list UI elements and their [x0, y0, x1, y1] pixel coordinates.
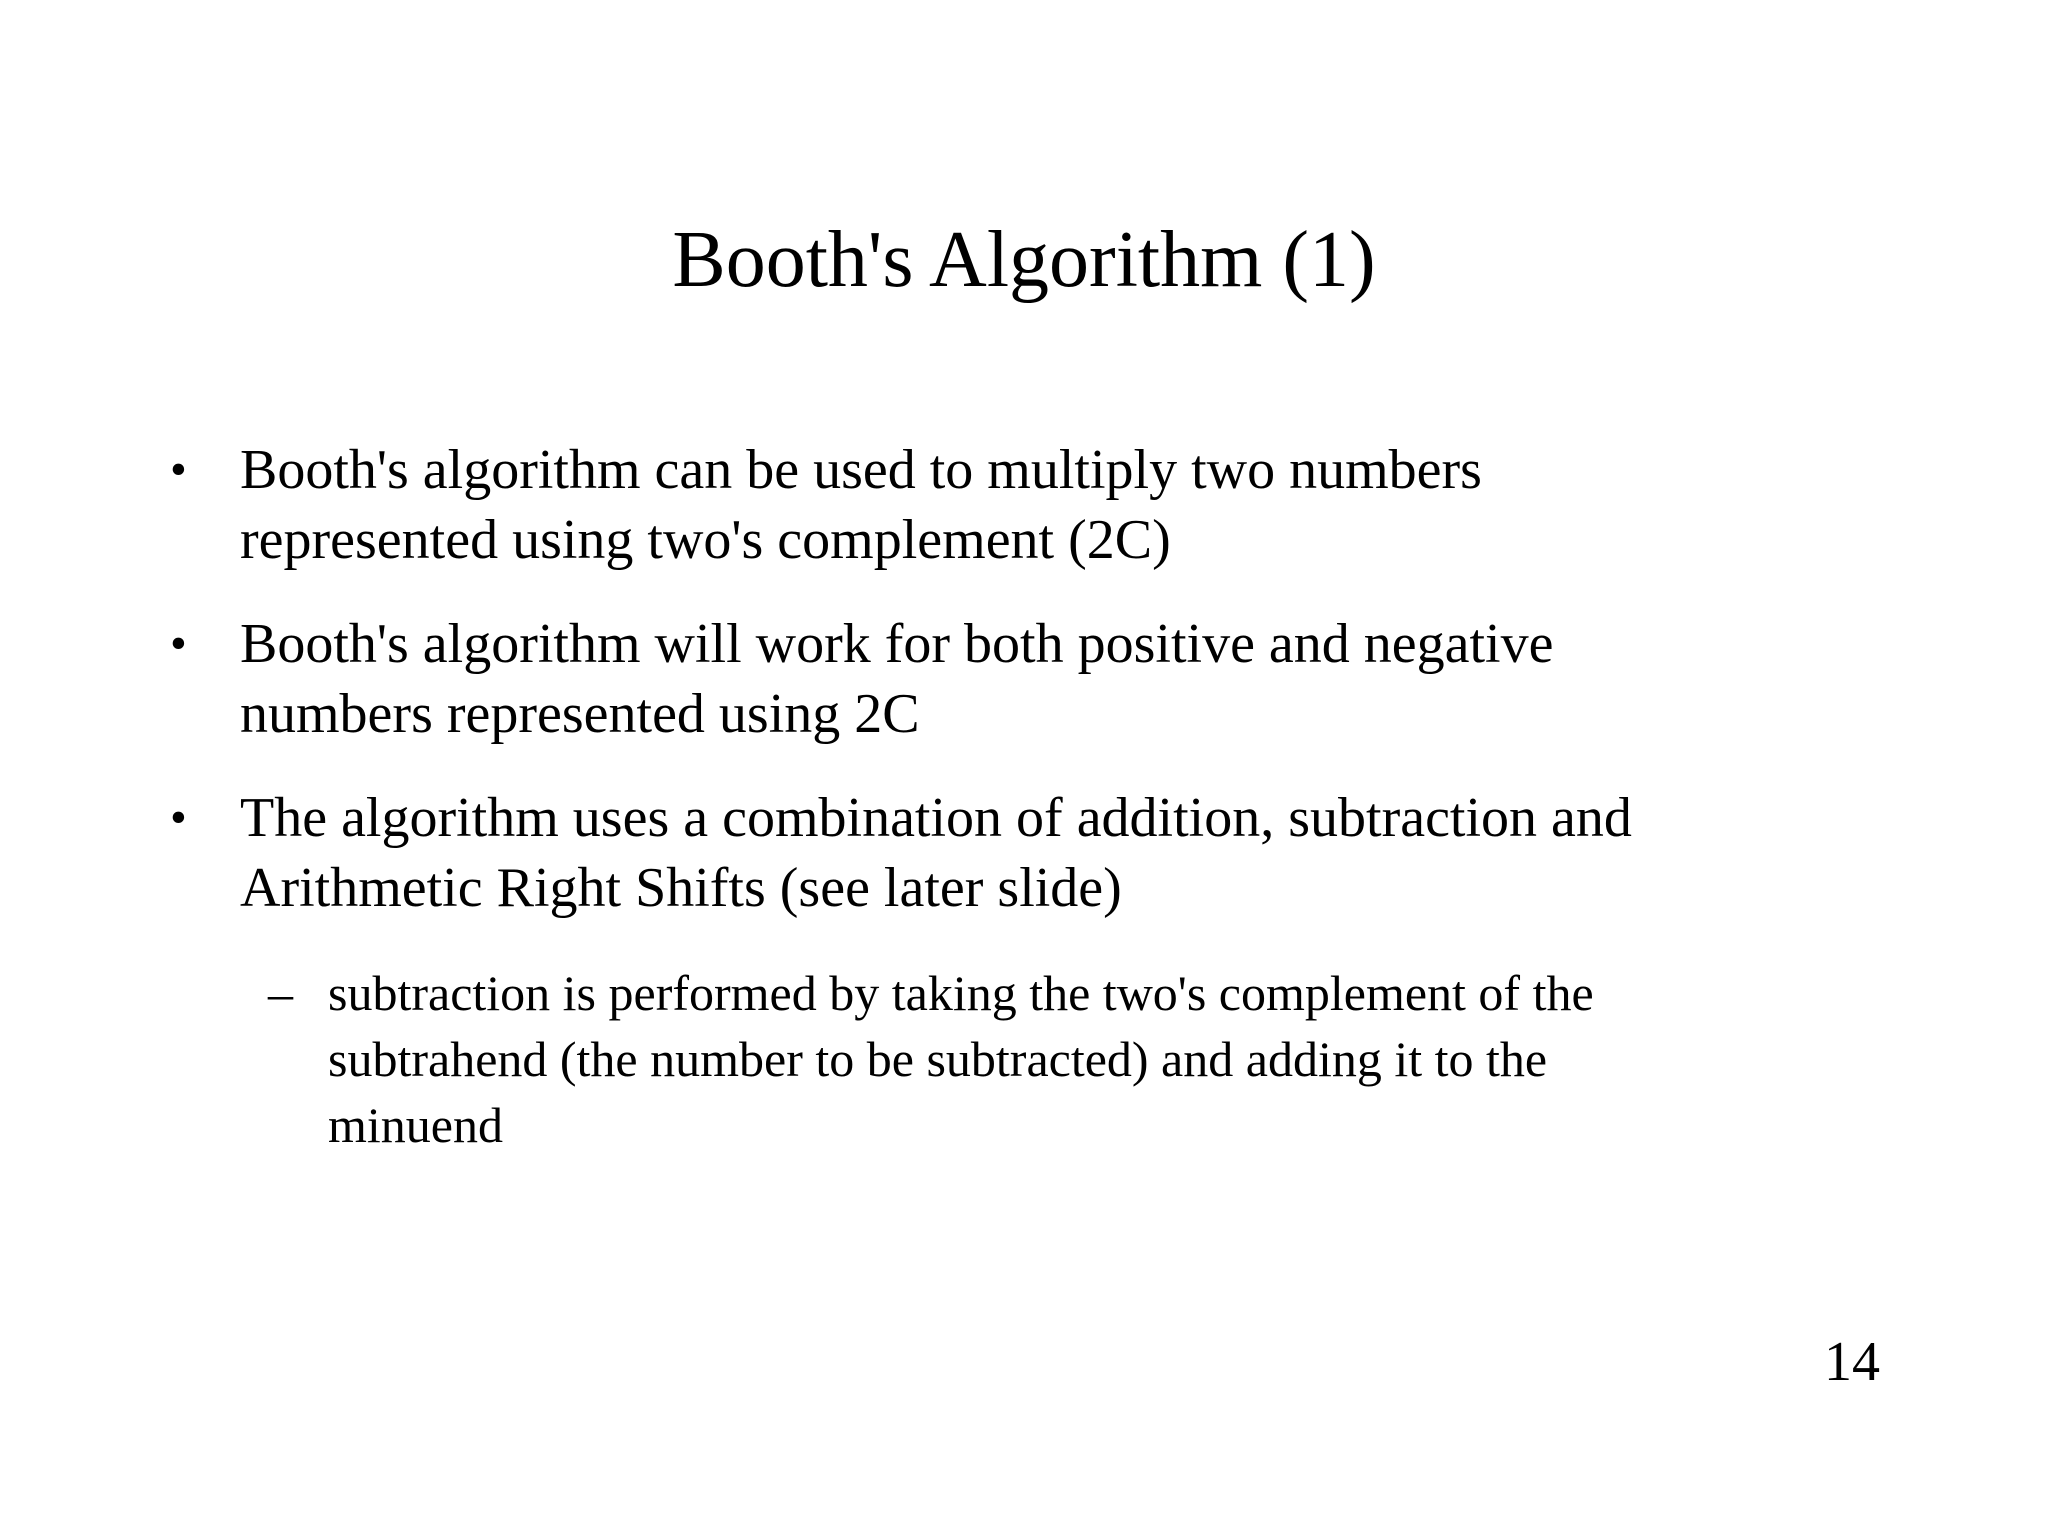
bullet-marker: •	[170, 791, 187, 844]
slide-title: Booth's Algorithm (1)	[672, 216, 1376, 304]
bullet-marker: •	[170, 443, 187, 496]
bullet-text-line: numbers represented using 2C	[240, 683, 920, 745]
sub-bullet-text-line: subtraction is performed by taking the two's complement of the	[328, 965, 1594, 1021]
bullet-item-1	[170, 435, 1880, 575]
bullet-text-line: represented using two's complement (2C)	[240, 509, 1171, 571]
bullet-text-line: The algorithm uses a combination of addition, subtraction and	[240, 787, 1632, 849]
bullet-item-3	[170, 783, 1880, 923]
sub-bullet-text-line: minuend	[328, 1097, 503, 1153]
bullet-text-line: Arithmetic Right Shifts (see later slide)	[240, 857, 1122, 919]
bullet-item-2	[170, 609, 1880, 749]
sub-bullet-marker: –	[268, 965, 293, 1021]
bullet-text-line: Booth's algorithm will work for both positive and negative	[240, 613, 1554, 675]
sub-bullet-text-line: subtrahend (the number to be subtracted) and adding it to the	[328, 1031, 1548, 1087]
sub-bullet-item	[268, 960, 1888, 1158]
bullet-text-line: Booth's algorithm can be used to multiply two numbers	[240, 439, 1482, 501]
bullet-marker: •	[170, 617, 187, 670]
page-number: 14	[1824, 1331, 1880, 1393]
